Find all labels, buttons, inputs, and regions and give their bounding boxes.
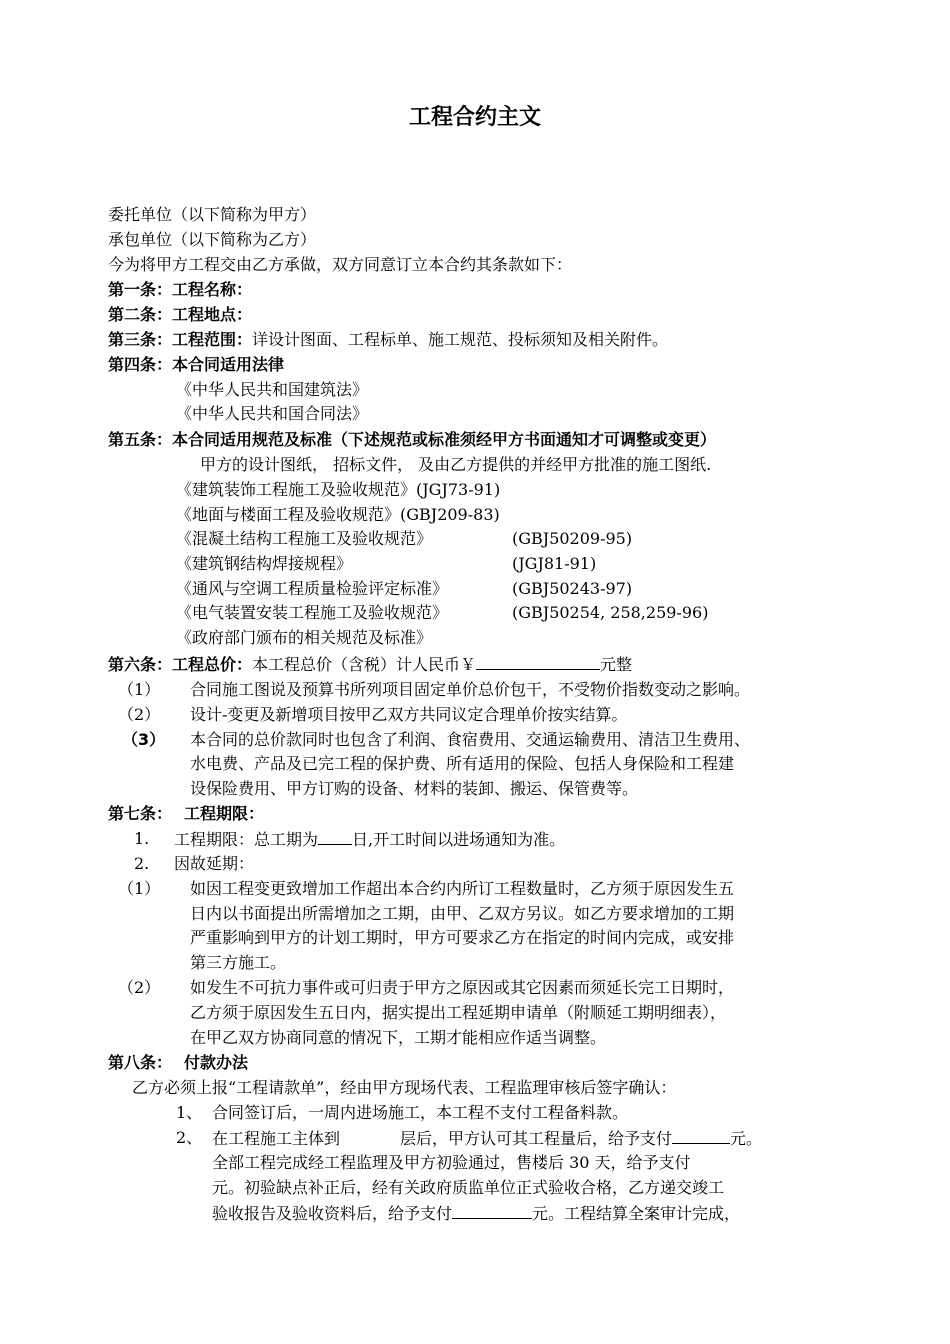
- standard-item: [176, 601, 448, 625]
- clause-text: 本合同的总价款同时也包含了利润、食宿费用、交通运输费用、清洁卫生费用、: [190, 730, 751, 749]
- article-8-line: [108, 1051, 248, 1075]
- price-blank: [476, 652, 600, 670]
- duration-text: 工程期限：总工期为: [174, 830, 319, 849]
- article-3-line: [108, 328, 668, 352]
- payment-intro: 乙方必须上报“工程请款单”，经由甲方现场代表、工程监理审核后签字确认：: [132, 1078, 677, 1097]
- clause-text: 如因工程变更致增加工作超出本合约内所订工程数量时，乙方须于原因发生五: [190, 879, 735, 898]
- party-a-line: 委托单位（以下简称为甲方）: [108, 205, 317, 224]
- item-text: 合同签订后，一周内进场施工，本工程不支付工程备料款。: [212, 1103, 629, 1122]
- article-3-text: 详设计图面、工程标单、施工规范、投标须知及相关附件。: [252, 330, 669, 349]
- clause-text: 设保险费用、甲方订购的设备、材料的装卸、搬运、保管费等。: [190, 779, 639, 798]
- payment-text: 层后，甲方认可其工程量后，给予支付: [400, 1129, 673, 1148]
- clause-text: 水电费、产品及已完工程的保护费、所有适用的保险、包括人身保险和工程建: [190, 754, 735, 773]
- preamble-line: 今为将甲方工程交由乙方承做，双方同意订立本合约其条款如下：: [108, 255, 573, 274]
- law-item: 《中华人民共和国合同法》: [176, 404, 369, 423]
- standard-item: 《建筑装饰工程施工及验收规范》(JGJ73-91): [176, 480, 501, 499]
- item-number: 2、: [176, 1128, 203, 1147]
- clause-number: （2）: [118, 705, 161, 724]
- article-4-heading: 第四条：本合同适用法律: [108, 355, 285, 374]
- clause-text: 日内以书面提出所需增加之工期，由甲、乙双方另议。如乙方要求增加的工期: [190, 904, 735, 923]
- article-6-heading: 第六条：工程总价：: [108, 655, 253, 674]
- item-number: 1.: [134, 829, 150, 848]
- clause-number: （3）: [122, 730, 166, 749]
- payment-text: 元。: [730, 1129, 763, 1148]
- item-text: 全部工程完成经工程监理及甲方初验通过，售楼后 30 天，给予支付: [212, 1153, 691, 1172]
- article-5-heading: 第五条：本合同适用规范及标准（下述规范或标准须经甲方书面通知才可调整或变更）: [108, 430, 717, 449]
- article-8-heading: 第八条：: [108, 1053, 173, 1072]
- article-7-heading: 第七条：: [108, 804, 173, 823]
- standard-item: 《政府部门颁布的相关规范及标准》: [176, 628, 433, 647]
- item-number: 1、: [176, 1103, 203, 1122]
- standard-item: [176, 527, 432, 551]
- clause-text: 第三方施工。: [190, 953, 287, 972]
- payment-text: 验收报告及验收资料后，给予支付: [212, 1204, 453, 1223]
- standard-name: 《电气装置安装工程施工及验收规范》: [176, 603, 449, 622]
- item-text: 元。初验缺点补正后，经有关政府质监单位正式验收合格，乙方递交竣工: [212, 1178, 725, 1197]
- standard-item: [176, 577, 448, 601]
- standard-name: 《通风与空调工程质量检验评定标准》: [176, 579, 449, 598]
- page-title: 工程合约主文: [408, 105, 541, 130]
- article-7-line: [108, 802, 264, 826]
- standard-code: (GBJ50209-95): [512, 529, 633, 548]
- item-text: [212, 1201, 740, 1225]
- law-item: 《中华人民共和国建筑法》: [176, 380, 369, 399]
- article-6-unit: 元整: [600, 655, 633, 674]
- clause-text: 合同施工图说及预算书所列项目固定单价总价包干，不受物价指数变动之影响。: [190, 680, 751, 699]
- days-blank: [318, 827, 352, 845]
- article-3-heading: 第三条：工程范围：: [108, 330, 253, 349]
- payment-text: 元。工程结算全案审计完成，: [532, 1204, 741, 1223]
- standard-name: 《建筑钢结构焊接规程》: [176, 554, 353, 573]
- standard-code: (GBJ50243-97): [512, 579, 633, 598]
- standard-item: 《地面与楼面工程及验收规范》(GBJ209-83): [176, 505, 500, 524]
- item-text: [212, 1126, 762, 1150]
- article-7-title: 工程期限：: [184, 804, 265, 823]
- clause-number: （1）: [118, 879, 161, 898]
- clause-text: 在甲乙双方协商同意的情况下，工期才能相应作适当调整。: [190, 1028, 607, 1047]
- item-number: 2.: [134, 854, 150, 873]
- article-2-heading: 第二条：工程地点：: [108, 305, 253, 324]
- clause-text: 如发生不可抗力事件或可归责于甲方之原因或其它因素而须延长完工日期时，: [190, 978, 735, 997]
- clause-number: （2）: [118, 978, 161, 997]
- standard-code: (GBJ50254, 258,259-96): [512, 603, 709, 622]
- article-5-note: 甲方的设计图纸， 招标文件， 及由乙方提供的并经甲方批准的施工图纸.: [200, 455, 712, 474]
- article-6-text: 本工程总价（含税）计人民币￥: [252, 655, 477, 674]
- article-1-heading: 第一条：工程名称：: [108, 280, 253, 299]
- article-6-line: [108, 652, 632, 676]
- article-8-title: 付款办法: [184, 1053, 249, 1072]
- payment-text: 在工程施工主体到: [212, 1129, 341, 1148]
- standard-name: 《混凝土结构工程施工及验收规范》: [176, 529, 433, 548]
- duration-text-after: 日,开工时间以进场通知为准。: [352, 830, 566, 849]
- amount-blank: [452, 1201, 532, 1219]
- clause-number: （1）: [118, 680, 161, 699]
- item-text: 因故延期：: [174, 854, 255, 873]
- amount-blank: [672, 1126, 730, 1144]
- clause-text: 设计-变更及新增项目按甲乙双方共同议定合理单价按实结算。: [190, 705, 628, 724]
- clause-text: 乙方须于原因发生五日内，据实提出工程延期申请单（附顺延工期明细表），: [190, 1003, 727, 1022]
- standard-code: (JGJ81-91): [512, 554, 597, 573]
- item-text: [174, 827, 565, 851]
- clause-text: 严重影响到甲方的计划工期时，甲方可要求乙方在指定的时间内完成，或安排: [190, 928, 735, 947]
- standard-item: [176, 552, 352, 576]
- party-b-line: 承包单位（以下简称为乙方）: [108, 230, 317, 249]
